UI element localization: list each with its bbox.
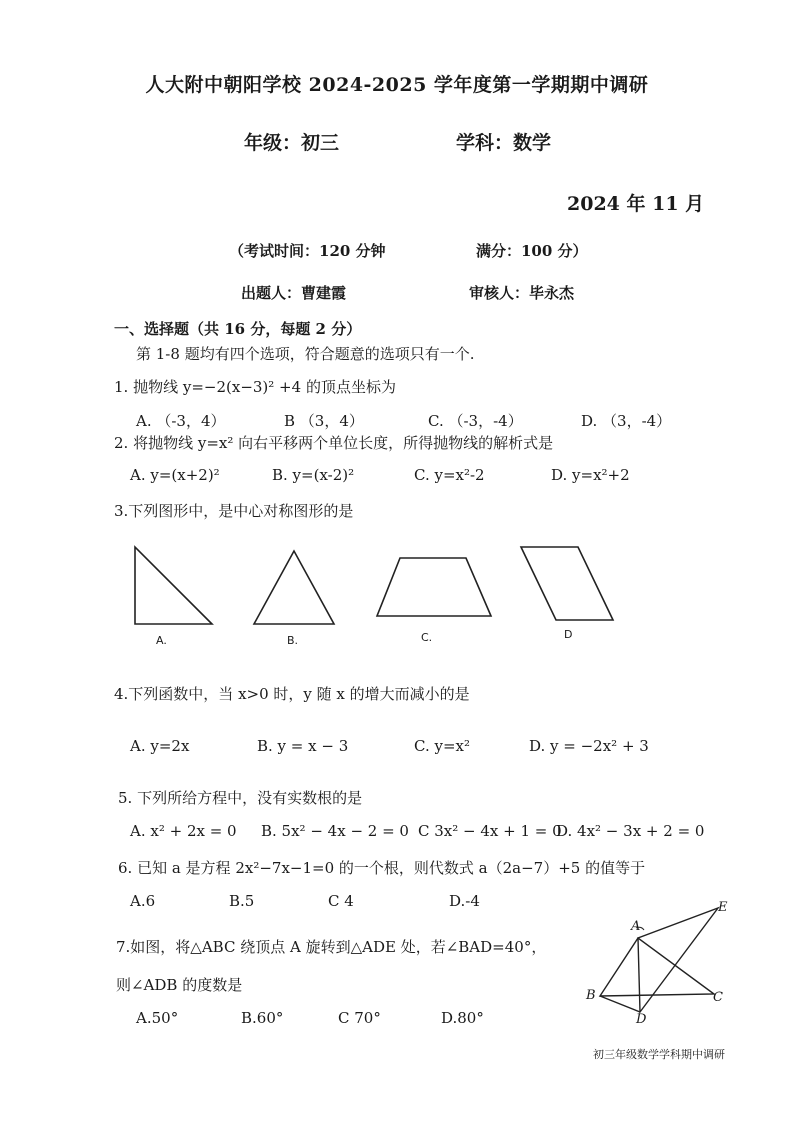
q7-stem-line2: 则∠ADB 的度数是: [116, 976, 243, 994]
q4-option-b: B. y = x − 3: [257, 737, 349, 755]
q3-stem: 3.下列图形中，是中心对称图形的是: [114, 502, 354, 520]
page-footer: 初三年级数学学科期中调研: [593, 1048, 725, 1061]
q3-label-c: C.: [421, 631, 433, 644]
q6-option-b: B.5: [229, 892, 255, 910]
shape-trapezoid: [374, 555, 494, 620]
q5-stem: 5. 下列所给方程中，没有实数根的是: [118, 789, 363, 807]
q3-label-b: B.: [287, 634, 299, 647]
section-instruction: 第 1-8 题均有四个选项，符合题意的选项只有一个.: [136, 345, 475, 363]
q2-option-a: A. y=(x+2)²: [130, 466, 220, 484]
fig-label-b: B: [586, 988, 596, 1003]
exam-title: 人大附中朝阳学校 2024-2025 学年度第一学期期中调研: [145, 74, 649, 96]
q1-option-d: D. （3，-4）: [581, 412, 672, 430]
q5-option-c: C 3x² − 4x + 1 = 0: [418, 822, 562, 840]
exam-date: 2024 年 11 月: [567, 193, 705, 215]
q7-option-a: A.50°: [136, 1009, 179, 1027]
q5-option-a: A. x² + 2x = 0: [130, 822, 237, 840]
fig-label-c: C: [713, 990, 723, 1005]
q7-stem-line1: 7.如图，将△ABC 绕顶点 A 旋转到△ADE 处，若∠BAD=40°，: [116, 938, 547, 956]
grade-label: 年级：初三: [244, 132, 340, 154]
shape-right-triangle: [130, 544, 220, 629]
q2-option-c: C. y=x²-2: [414, 466, 485, 484]
q6-option-d: D.-4: [449, 892, 480, 910]
q2-option-d: D. y=x²+2: [551, 466, 630, 484]
fig-label-a: A: [631, 919, 641, 934]
q1-option-b: B （3，4）: [284, 412, 364, 430]
q7-option-d: D.80°: [441, 1009, 484, 1027]
q1-stem: 1. 抛物线 y=−2(x−3)² +4 的顶点坐标为: [114, 378, 396, 396]
q6-option-a: A.6: [130, 892, 156, 910]
q6-option-c: C 4: [328, 892, 354, 910]
q6-stem: 6. 已知 a 是方程 2x²−7x−1=0 的一个根，则代数式 a（2a−7）+5 的值等于: [118, 859, 646, 877]
q2-stem: 2. 将抛物线 y=x² 向右平移两个单位长度，所得抛物线的解析式是: [114, 434, 554, 452]
q5-option-b: B. 5x² − 4x − 2 = 0: [261, 822, 409, 840]
q7-option-b: B.60°: [241, 1009, 284, 1027]
q3-label-a: A.: [156, 634, 167, 647]
section-title: 一、选择题（共 16 分，每题 2 分）: [114, 320, 362, 338]
q4-stem: 4.下列函数中，当 x>0 时，y 随 x 的增大而减小的是: [114, 685, 470, 703]
rotation-figure: [580, 900, 740, 1030]
q2-option-b: B. y=(x-2)²: [272, 466, 355, 484]
fig-label-d: D: [636, 1012, 647, 1027]
q5-option-d: D. 4x² − 3x + 2 = 0: [556, 822, 705, 840]
q4-option-a: A. y=2x: [130, 737, 190, 755]
author: 出题人：曹建霞: [241, 284, 347, 302]
exam-time: （考试时间：120 分钟: [229, 242, 386, 260]
subject-label: 学科：数学: [456, 132, 552, 154]
q4-option-c: C. y=x²: [414, 737, 470, 755]
shape-equilateral-triangle: [250, 548, 340, 628]
q7-option-c: C 70°: [338, 1009, 381, 1027]
q3-label-d: D: [564, 628, 573, 641]
full-score: 满分：100 分）: [476, 242, 588, 260]
fig-label-e: E: [718, 900, 728, 915]
q4-option-d: D. y = −2x² + 3: [529, 737, 649, 755]
reviewer: 审核人：毕永杰: [469, 284, 575, 302]
shape-parallelogram: [518, 544, 618, 624]
q1-option-a: A. （-3，4）: [136, 412, 226, 430]
q1-option-c: C. （-3，-4）: [428, 412, 523, 430]
